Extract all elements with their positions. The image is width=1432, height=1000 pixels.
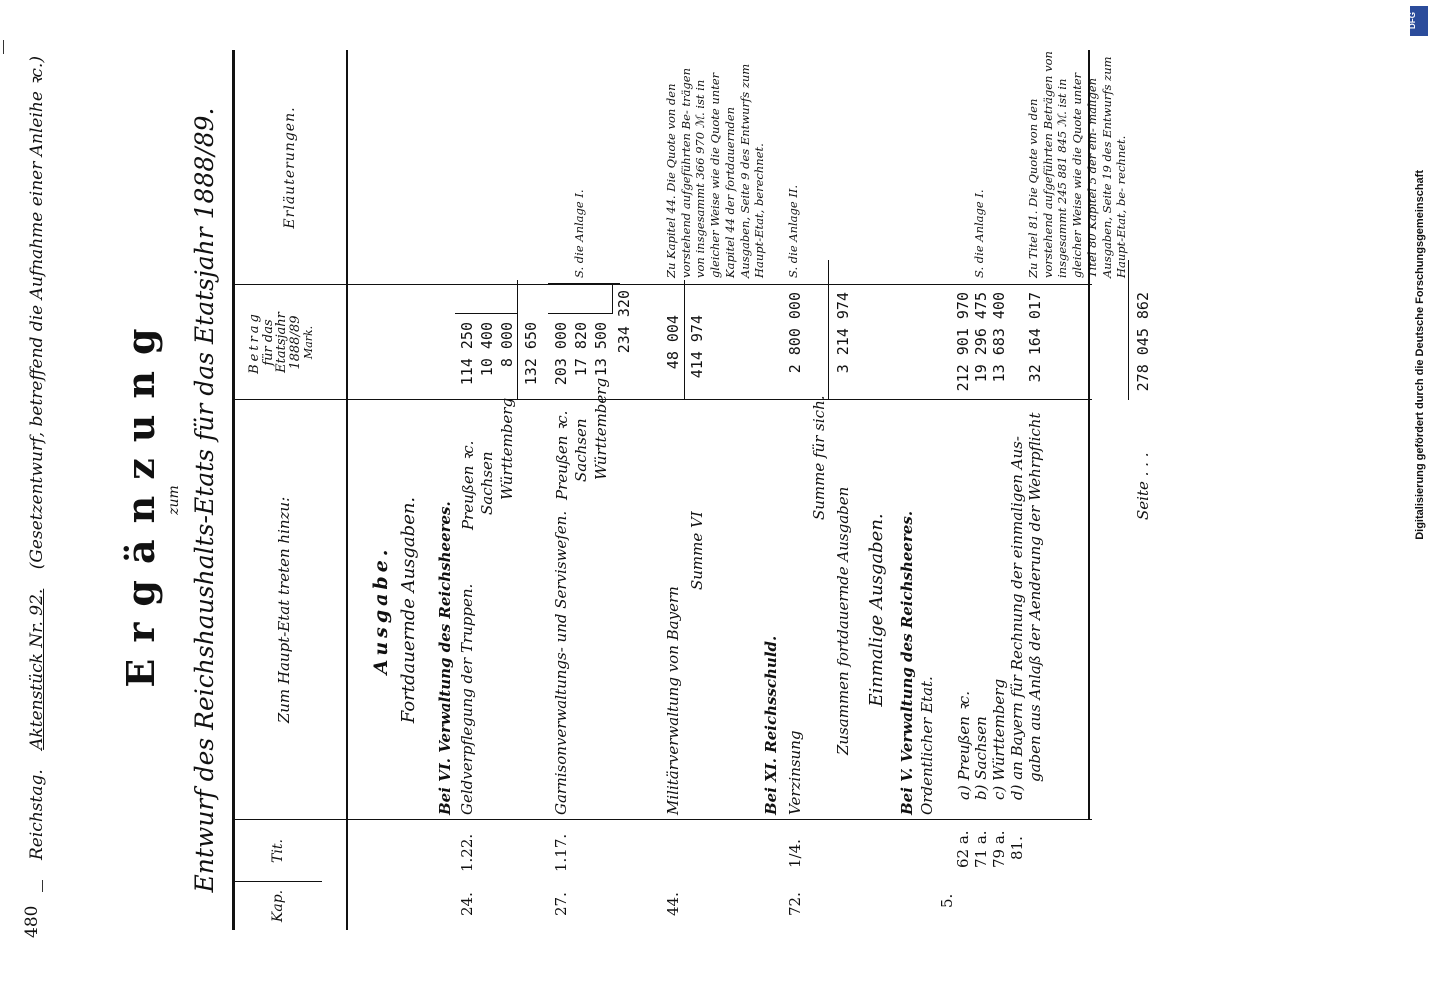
value-seite: 278 045 862 [1134, 292, 1152, 392]
col-header-amount-unit: Mark. [301, 325, 315, 360]
value-5-preussen: 212 901 970 [954, 292, 972, 392]
tit-72: 1/4. [786, 839, 804, 868]
heading-ordentlicher-etat: Ordentlicher Etat. [918, 676, 936, 815]
value-27-wuerttemberg: 13 500 [592, 322, 610, 377]
col-header-notes: Erläuterungen. [282, 106, 298, 229]
dfg-logo-text: DFG [1407, 12, 1417, 29]
tit-27: 1.17. [552, 833, 570, 872]
digitization-credit: Digitalisierung gefördert durch die Deutsche Forschungsgemeinschaft [1414, 170, 1426, 540]
running-head-document: Aktenstück Nr. 92. [27, 588, 47, 750]
col-header-amount-line: 1888/89 [287, 315, 303, 370]
value-24-wuerttemberg: 8 000 [498, 322, 516, 368]
subtotal-27: 234 320 [615, 290, 633, 354]
heading-bei-xi: Bei XI. Reichsschuld. [762, 635, 780, 815]
value-5-sachsen: 19 296 475 [972, 292, 990, 383]
value-24-preussen: 114 250 [458, 322, 476, 386]
kap-44: 44. [664, 892, 682, 916]
label-5-sachsen: b) Sachsen [972, 716, 990, 800]
page-number: 480 [22, 905, 42, 938]
value-summe-vi: 414 974 [688, 315, 706, 379]
label-5-bayern-1: d) an Bayern für Rechnung der einmaligen Aus- [1008, 436, 1026, 800]
label-5-wuerttemberg: c) Württemberg [990, 678, 1008, 800]
running-head-subject: (Gesetzentwurf, betreffend die Aufnahme einer Anleihe ꝛc.) [27, 56, 47, 570]
desc-27: Garnisonverwaltungs- und Servisweſen. [552, 510, 570, 815]
desc-72: Verzinsung [786, 730, 804, 815]
col-header-amount-line: Betrag [247, 311, 262, 374]
col-rule-amount [232, 284, 1092, 285]
label-27-sachsen: Sachsen [572, 418, 590, 482]
running-head-body: Reichstag. [27, 769, 47, 860]
col-header-amount [248, 285, 314, 400]
label-24-preussen: Preußen ꝛc. [459, 440, 477, 530]
value-72: 2 800 000 [786, 292, 804, 374]
sum-rule-72 [828, 260, 829, 400]
value-27-preussen: 203 000 [552, 322, 570, 386]
scan-speck [42, 880, 43, 892]
label-zusammen: Zusammen fortdauernde Ausgaben [834, 486, 852, 755]
page-subtitle: Entwurf des Reichshaushalts-Etats für das Etatsjahr 1888/89. [190, 107, 219, 893]
sum-rule-24 [517, 280, 518, 400]
running-head [24, 0, 47, 860]
col-rule-tit [232, 819, 1092, 820]
label-seite: Seite . . . [1134, 452, 1152, 520]
table-top-rule [232, 50, 235, 930]
label-27-preussen: Preußen ꝛc. [553, 410, 571, 500]
label-summe-fuer-sich: Summe für sich. [810, 395, 828, 520]
section-einmalige: Einmalige Ausgaben. [866, 513, 887, 707]
desc-24: Geldverpflegung der Truppen. [458, 583, 476, 815]
tit-24: 1.22. [458, 833, 476, 872]
dfg-logo [1407, 6, 1428, 36]
page-title: Ergänzung [118, 312, 163, 688]
col-header-amount-line: Etatsjahr [274, 312, 290, 373]
digitization-ribbon [1408, 0, 1432, 1000]
kap-72: 72. [786, 892, 804, 916]
sum-bracket-24 [455, 313, 517, 314]
value-zusammen: 3 214 974 [834, 292, 852, 374]
tit-5-c: 79 a. [990, 830, 1008, 868]
table-header-rule [346, 50, 348, 930]
kap-24: 24. [458, 892, 476, 916]
sum-rule-vi [684, 280, 685, 400]
note-44: Zu Kapitel 44. Die Quote von den vorstehend aufgeführten Be- trägen von insgesammt 366 970 ℳ. ist in gleicher Weise wie die Quote unter Kapitel 44 der fortdauernden Ausgaben, Seite 9 des Entwurfs zum Haupt-Etat, berechnet. [664, 63, 767, 278]
kap-5: 5. [938, 893, 956, 908]
label-5-preussen: a) Preußen ꝛc. [955, 691, 973, 800]
value-44: 48 004 [664, 315, 682, 370]
heading-bei-v: Bei V. Verwaltung des Reichsheeres. [898, 510, 916, 815]
section-fortdauernde: Fortdauernde Ausgaben. [398, 496, 419, 724]
tit-5-b: 71 a. [972, 830, 990, 868]
note-72: S. die Anlage II. [786, 184, 800, 278]
tit-5-a: 62 a. [954, 830, 972, 868]
sum-bracket-27 [548, 313, 612, 314]
value-5-wuerttemberg: 13 683 400 [990, 292, 1008, 383]
label-24-wuerttemberg: Württemberg [498, 397, 516, 500]
title-connector: zum [166, 485, 182, 515]
heading-bei-vi: Bei VI. Verwaltung des Reichsheeres. [436, 501, 454, 815]
col-header-tit: Tit. [270, 839, 286, 863]
col-header-amount-line: für das [260, 319, 276, 366]
sum-rule-27 [612, 284, 613, 314]
value-5-bayern: 32 164 017 [1026, 292, 1044, 383]
label-27-wuerttemberg: Württemberg [592, 377, 610, 480]
sum-rule-seite [1128, 260, 1129, 400]
note-5-anlage: S. die Anlage I. [972, 189, 986, 278]
subtotal-24: 132 650 [522, 322, 540, 386]
value-24-sachsen: 10 400 [478, 322, 496, 377]
scan-speck [3, 40, 4, 54]
desc-44: Militärverwaltung von Bayern [664, 586, 682, 815]
label-5-bayern-2: gaben aus Anlaß der Aenderung der Wehrpflicht [1026, 412, 1044, 782]
label-summe-vi: Summe VI [688, 511, 706, 590]
kap-27: 27. [552, 892, 570, 916]
note-27: S. die Anlage I. [572, 189, 586, 278]
label-24-sachsen: Sachsen [478, 451, 496, 515]
col-header-kap: Kap. [270, 889, 286, 923]
tit-5-d: 81. [1008, 836, 1026, 860]
col-header-description: Zum Haupt-Etat treten hinzu: [275, 496, 293, 724]
note-5-titel-81: Zu Titel 81. Die Quote von den vorstehend aufgeführten Beträgen von insgesammt 245 881 845 ℳ. ist in gleicher Weise wie die Quote unter Titel 80 Kapitel 5 der ein- maligen Ausgaben, Seite 19 des Entwurfs zum Haupt-Etat, be- rechnet. [1026, 51, 1129, 278]
value-27-sachsen: 17 820 [572, 322, 590, 377]
note-bracket-27 [548, 283, 620, 284]
section-ausgabe: Ausgabe. [370, 545, 392, 675]
